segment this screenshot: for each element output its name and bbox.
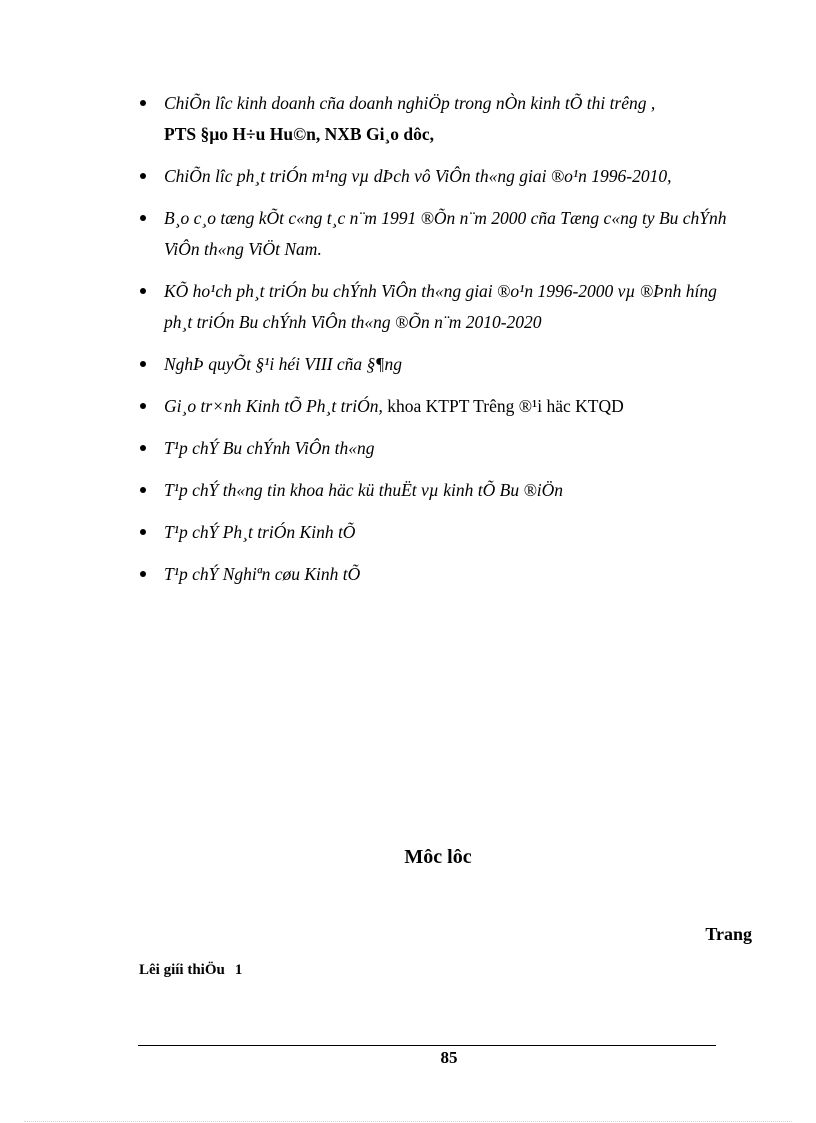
reference-item (138, 349, 748, 380)
reference-text: ChiÕn lîc kinh doanh cña doanh nghiÖp trong nÒn kinh tÕ thi trêng , (164, 93, 656, 113)
reference-item (138, 88, 748, 150)
bullet-icon (140, 215, 146, 221)
reference-text: KÕ ho¹ch ph¸t triÓn bu chÝnh ViÔn th«ng giai ®o¹n 1996-2000 vµ ®Þnh híng ph¸t triÓn Bu chÝnh ViÔn th«ng ®Õn n¨m 2010-2020 (164, 281, 717, 332)
reference-text: NghÞ quyÕt §¹i héi VIII cña §¶ng (164, 354, 402, 374)
reference-text: T¹p chÝ Bu chÝnh ViÔn th«ng (164, 438, 375, 458)
reference-item (138, 517, 748, 548)
reference-publisher: PTS §µo H÷u Hu©n, NXB Gi¸o dôc, (164, 124, 435, 144)
page-edge-divider (24, 1121, 792, 1122)
toc-page-header: Trang (705, 924, 752, 944)
bullet-icon (140, 173, 146, 179)
toc-entry[interactable] (139, 960, 242, 980)
reference-text: T¹p chÝ Nghiªn cøu Kinh tÕ (164, 564, 361, 584)
reference-text: T¹p chÝ th«ng tin khoa häc kü thuËt vµ kinh tÕ Bu ®iÖn (164, 480, 563, 500)
bullet-icon (140, 100, 146, 106)
reference-item (138, 203, 748, 265)
reference-text: Gi¸o tr×nh Kinh tÕ Ph¸t triÓn, (164, 396, 383, 416)
bullet-icon (140, 571, 146, 577)
reference-item (138, 391, 748, 422)
page-number: 85 (440, 1048, 458, 1067)
reference-institution: khoa KTPT Trêng ®¹i häc KTQD (382, 396, 624, 416)
footer-divider (138, 1045, 716, 1046)
reference-text: B¸o c¸o tæng kÕt c«ng t¸c n¨m 1991 ®Õn n¨m 2000 cña Tæng c«ng ty Bu chÝnh ViÔn th«ng ViÖt Nam. (164, 208, 727, 259)
bullet-icon (140, 487, 146, 493)
reference-text: T¹p chÝ Ph¸t triÓn Kinh tÕ (164, 522, 356, 542)
reference-text: ChiÕn lîc ph¸t triÓn m¹ng vµ dÞch vô ViÔn th«ng giai ®o¹n 1996-2010, (164, 166, 672, 186)
bullet-icon (140, 403, 146, 409)
bullet-icon (140, 361, 146, 367)
reference-item (138, 161, 748, 192)
reference-item (138, 433, 748, 464)
toc-entry-page: 1 (234, 962, 243, 978)
reference-list (138, 88, 748, 601)
reference-item (138, 276, 748, 338)
toc-entry-label: Lêi giíi thiÖu (139, 962, 225, 978)
bullet-icon (140, 445, 146, 451)
toc-title: Môc lôc (404, 846, 472, 868)
reference-item (138, 475, 748, 506)
bullet-icon (140, 529, 146, 535)
reference-item (138, 559, 748, 590)
bullet-icon (140, 288, 146, 294)
